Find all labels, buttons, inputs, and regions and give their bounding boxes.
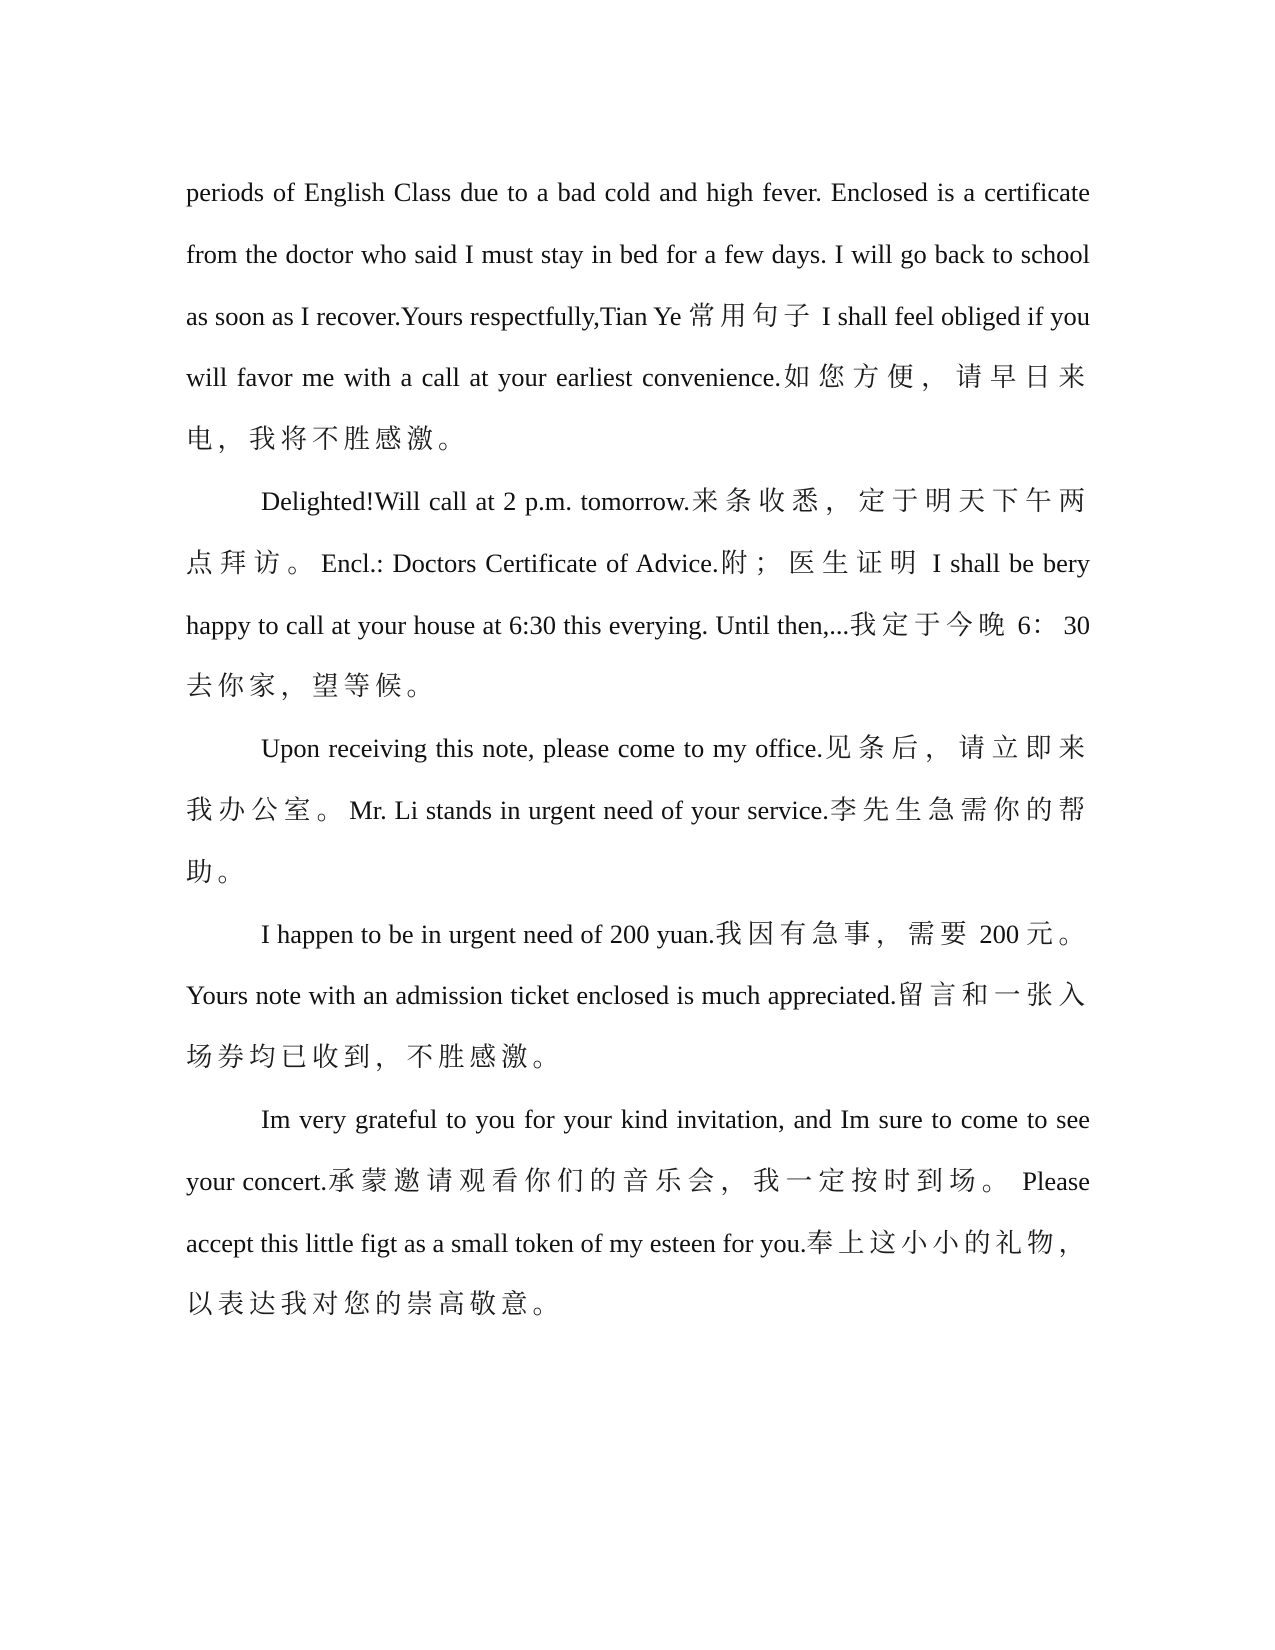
chinese-text: 承蒙邀请观看你们的音乐会，我一定按时到场。	[326, 1165, 1015, 1196]
english-text: I shall feel obliged if you will favor me with a call at your earliest convenience.	[186, 300, 1091, 393]
paragraph	[186, 162, 1090, 471]
chinese-text: ：	[1030, 609, 1064, 640]
english-text: I shall be bery happy to call at your house at 6:30 this everying. Until then,...	[186, 547, 1091, 640]
paragraph	[186, 1089, 1090, 1336]
chinese-text: 如您方便，请早日来电，我将不胜感激。	[186, 362, 1090, 455]
english-text: 30	[1063, 609, 1091, 640]
english-text: Delighted!Will call at 2 p.m. tomorrow.	[261, 485, 690, 516]
chinese-text: 奉上这小小的礼物，以表达我对您的崇高敬意。	[186, 1227, 1091, 1320]
english-text: periods of English Class due to a bad cold and high fever. Enclosed is a certificate from the doctor who said I must stay in bed for a few days. I will go back to school as soon as I recover.Yours respectfully,Tian Ye	[186, 177, 1090, 331]
chinese-text: 附；医生证明	[718, 547, 924, 578]
paragraph	[186, 471, 1090, 718]
english-text: 200	[972, 918, 1027, 949]
chinese-text: 李先生急需你的帮助。	[186, 794, 1091, 887]
english-text: Mr. Li stands in urgent need of your service.	[349, 794, 829, 825]
english-text: 6	[1010, 609, 1031, 640]
english-text: Please accept this little figt as a small token of my esteen for you.	[186, 1165, 1090, 1258]
paragraph	[186, 718, 1090, 903]
english-text: Yours note with an admission ticket enclosed is much appreciated.	[186, 980, 897, 1011]
english-text: Im very grateful to you for your kind invitation, and Im sure to come to see your concert.	[186, 1103, 1090, 1196]
chinese-text: 我因有急事，需要	[714, 918, 973, 949]
chinese-text: 元。	[1026, 918, 1091, 949]
chinese-text: 我定于今晚	[849, 609, 1011, 640]
chinese-text: 去你家，望等候。	[186, 671, 438, 702]
english-text: Encl.: Doctors Certificate of Advice.	[321, 547, 719, 578]
english-text: I happen to be in urgent need of 200 yuan.	[261, 918, 715, 949]
english-text: Upon receiving this note, please come to my office.	[261, 733, 824, 764]
chinese-text: 见条后，请立即来我办公室。	[186, 733, 1091, 825]
document-body	[186, 162, 1090, 1336]
paragraph	[186, 904, 1090, 1089]
chinese-text: 来条收悉，定于明天下午两点拜访。	[186, 485, 1091, 578]
chinese-text: 常用句子	[688, 300, 816, 331]
chinese-text: 留言和一张入场券均已收到，不胜感激。	[186, 980, 1090, 1073]
